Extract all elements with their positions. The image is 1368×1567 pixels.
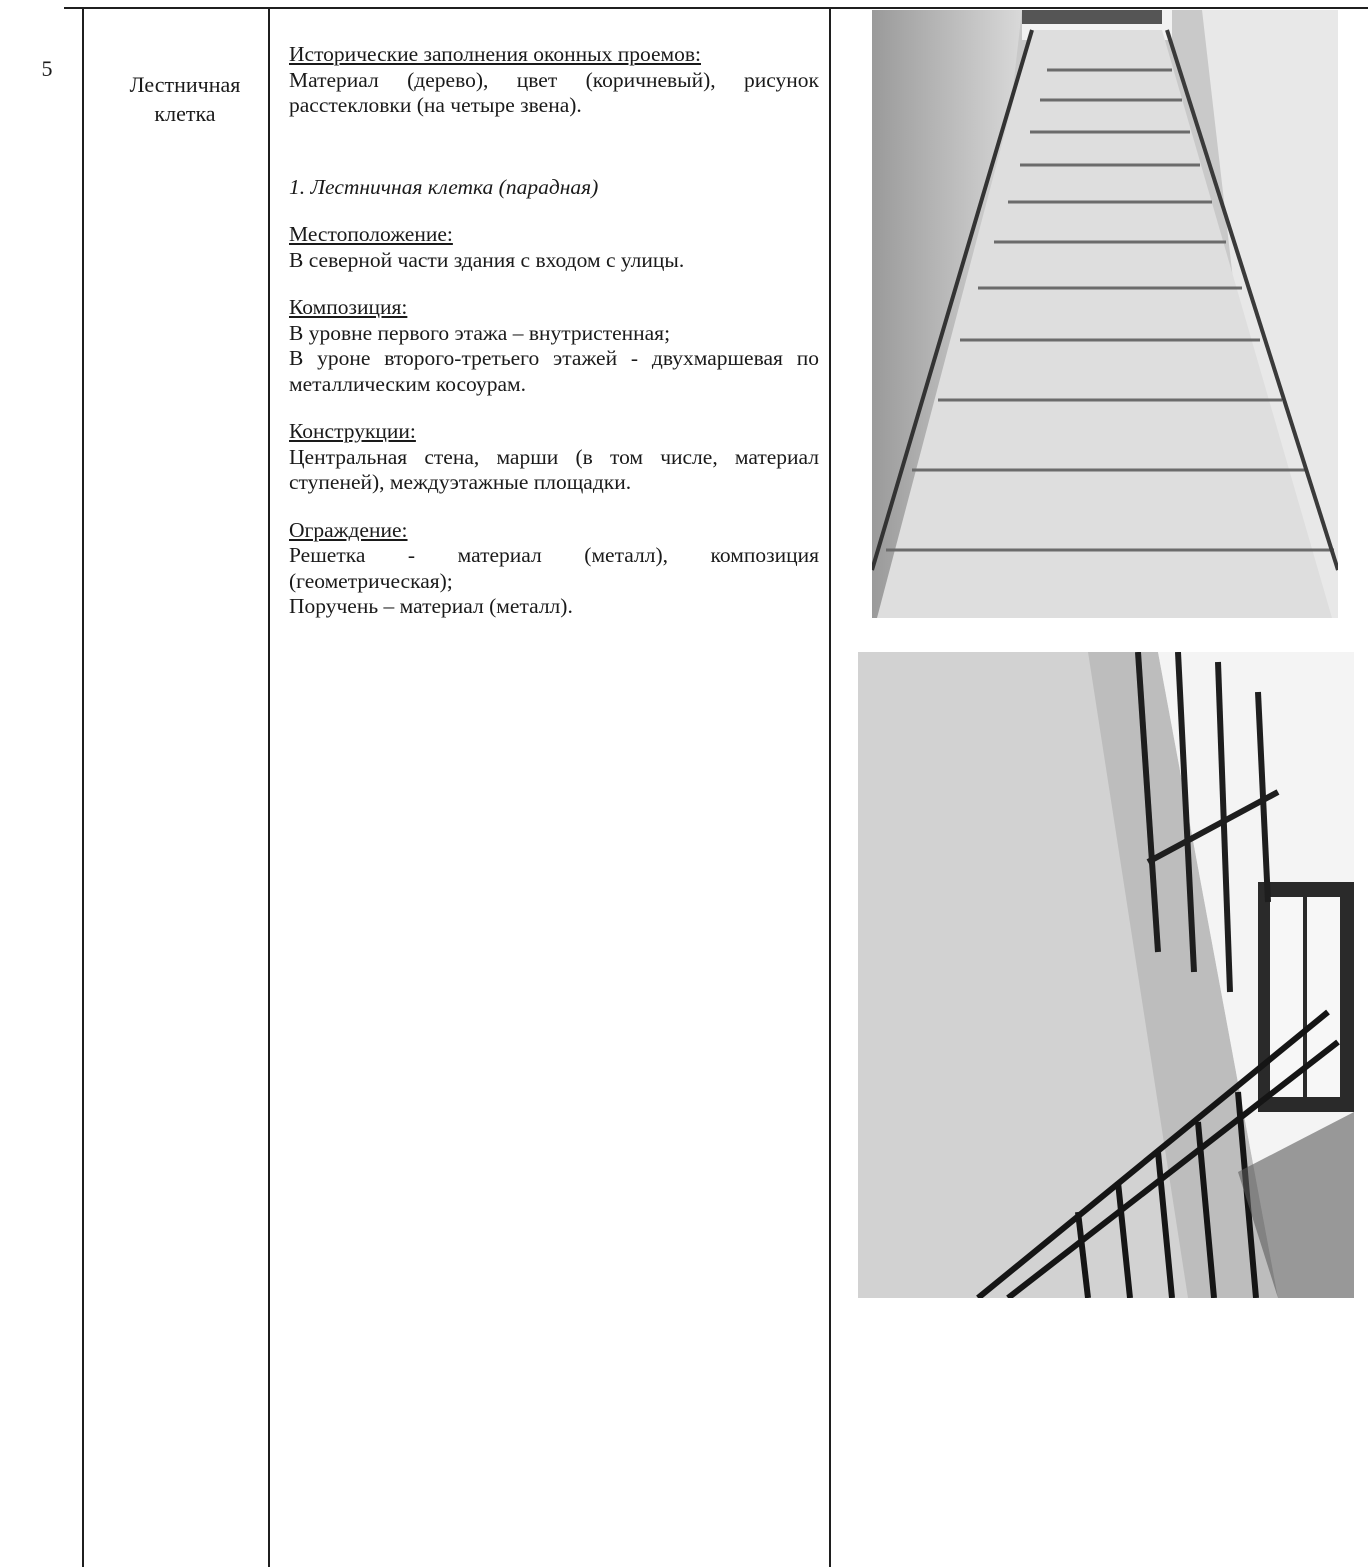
windows-section	[289, 42, 819, 119]
location-section	[289, 222, 819, 273]
description-column	[289, 42, 819, 642]
column-divider-2	[268, 8, 270, 1567]
composition-heading: Композиция:	[289, 295, 408, 319]
staircase-photo-railing	[858, 652, 1354, 1298]
composition-section	[289, 295, 819, 397]
element-name	[100, 70, 270, 128]
location-heading: Местоположение:	[289, 222, 453, 246]
railing-section	[289, 518, 819, 620]
table-top-border	[64, 7, 1368, 9]
element-name-line-1: Лестничная	[129, 72, 241, 97]
location-text: В северной части здания с входом с улицы.	[289, 247, 685, 272]
railing-heading: Ограждение:	[289, 517, 408, 542]
railing-line-2: Поручень – материал (металл).	[289, 594, 573, 618]
staircase-photo-upper	[872, 10, 1338, 618]
construction-heading: Конструкции:	[289, 419, 416, 443]
column-divider-1	[82, 8, 84, 1567]
windows-heading: Исторические заполнения оконных проемов:	[289, 42, 701, 66]
railing-line-1: Решетка - материал (металл), композиция (геометрическая);	[289, 543, 819, 593]
row-number: 5	[41, 56, 53, 81]
composition-line-2: В уроне второго-третьего этажей - двухмаршевая по металлическим косоурам.	[289, 346, 819, 396]
staircase-subtitle: 1. Лестничная клетка (парадная)	[289, 174, 599, 199]
composition-line-1: В уровне первого этажа – внутристенная;	[289, 320, 671, 345]
construction-section	[289, 419, 819, 496]
element-name-line-2: клетка	[154, 101, 216, 126]
construction-text: Центральная стена, марши (в том числе, материал ступеней), междуэтажные площадки.	[289, 444, 819, 494]
windows-text: Материал (дерево), цвет (коричневый), рисунок расстекловки (на четыре звена).	[289, 67, 819, 117]
column-divider-3	[829, 8, 831, 1567]
